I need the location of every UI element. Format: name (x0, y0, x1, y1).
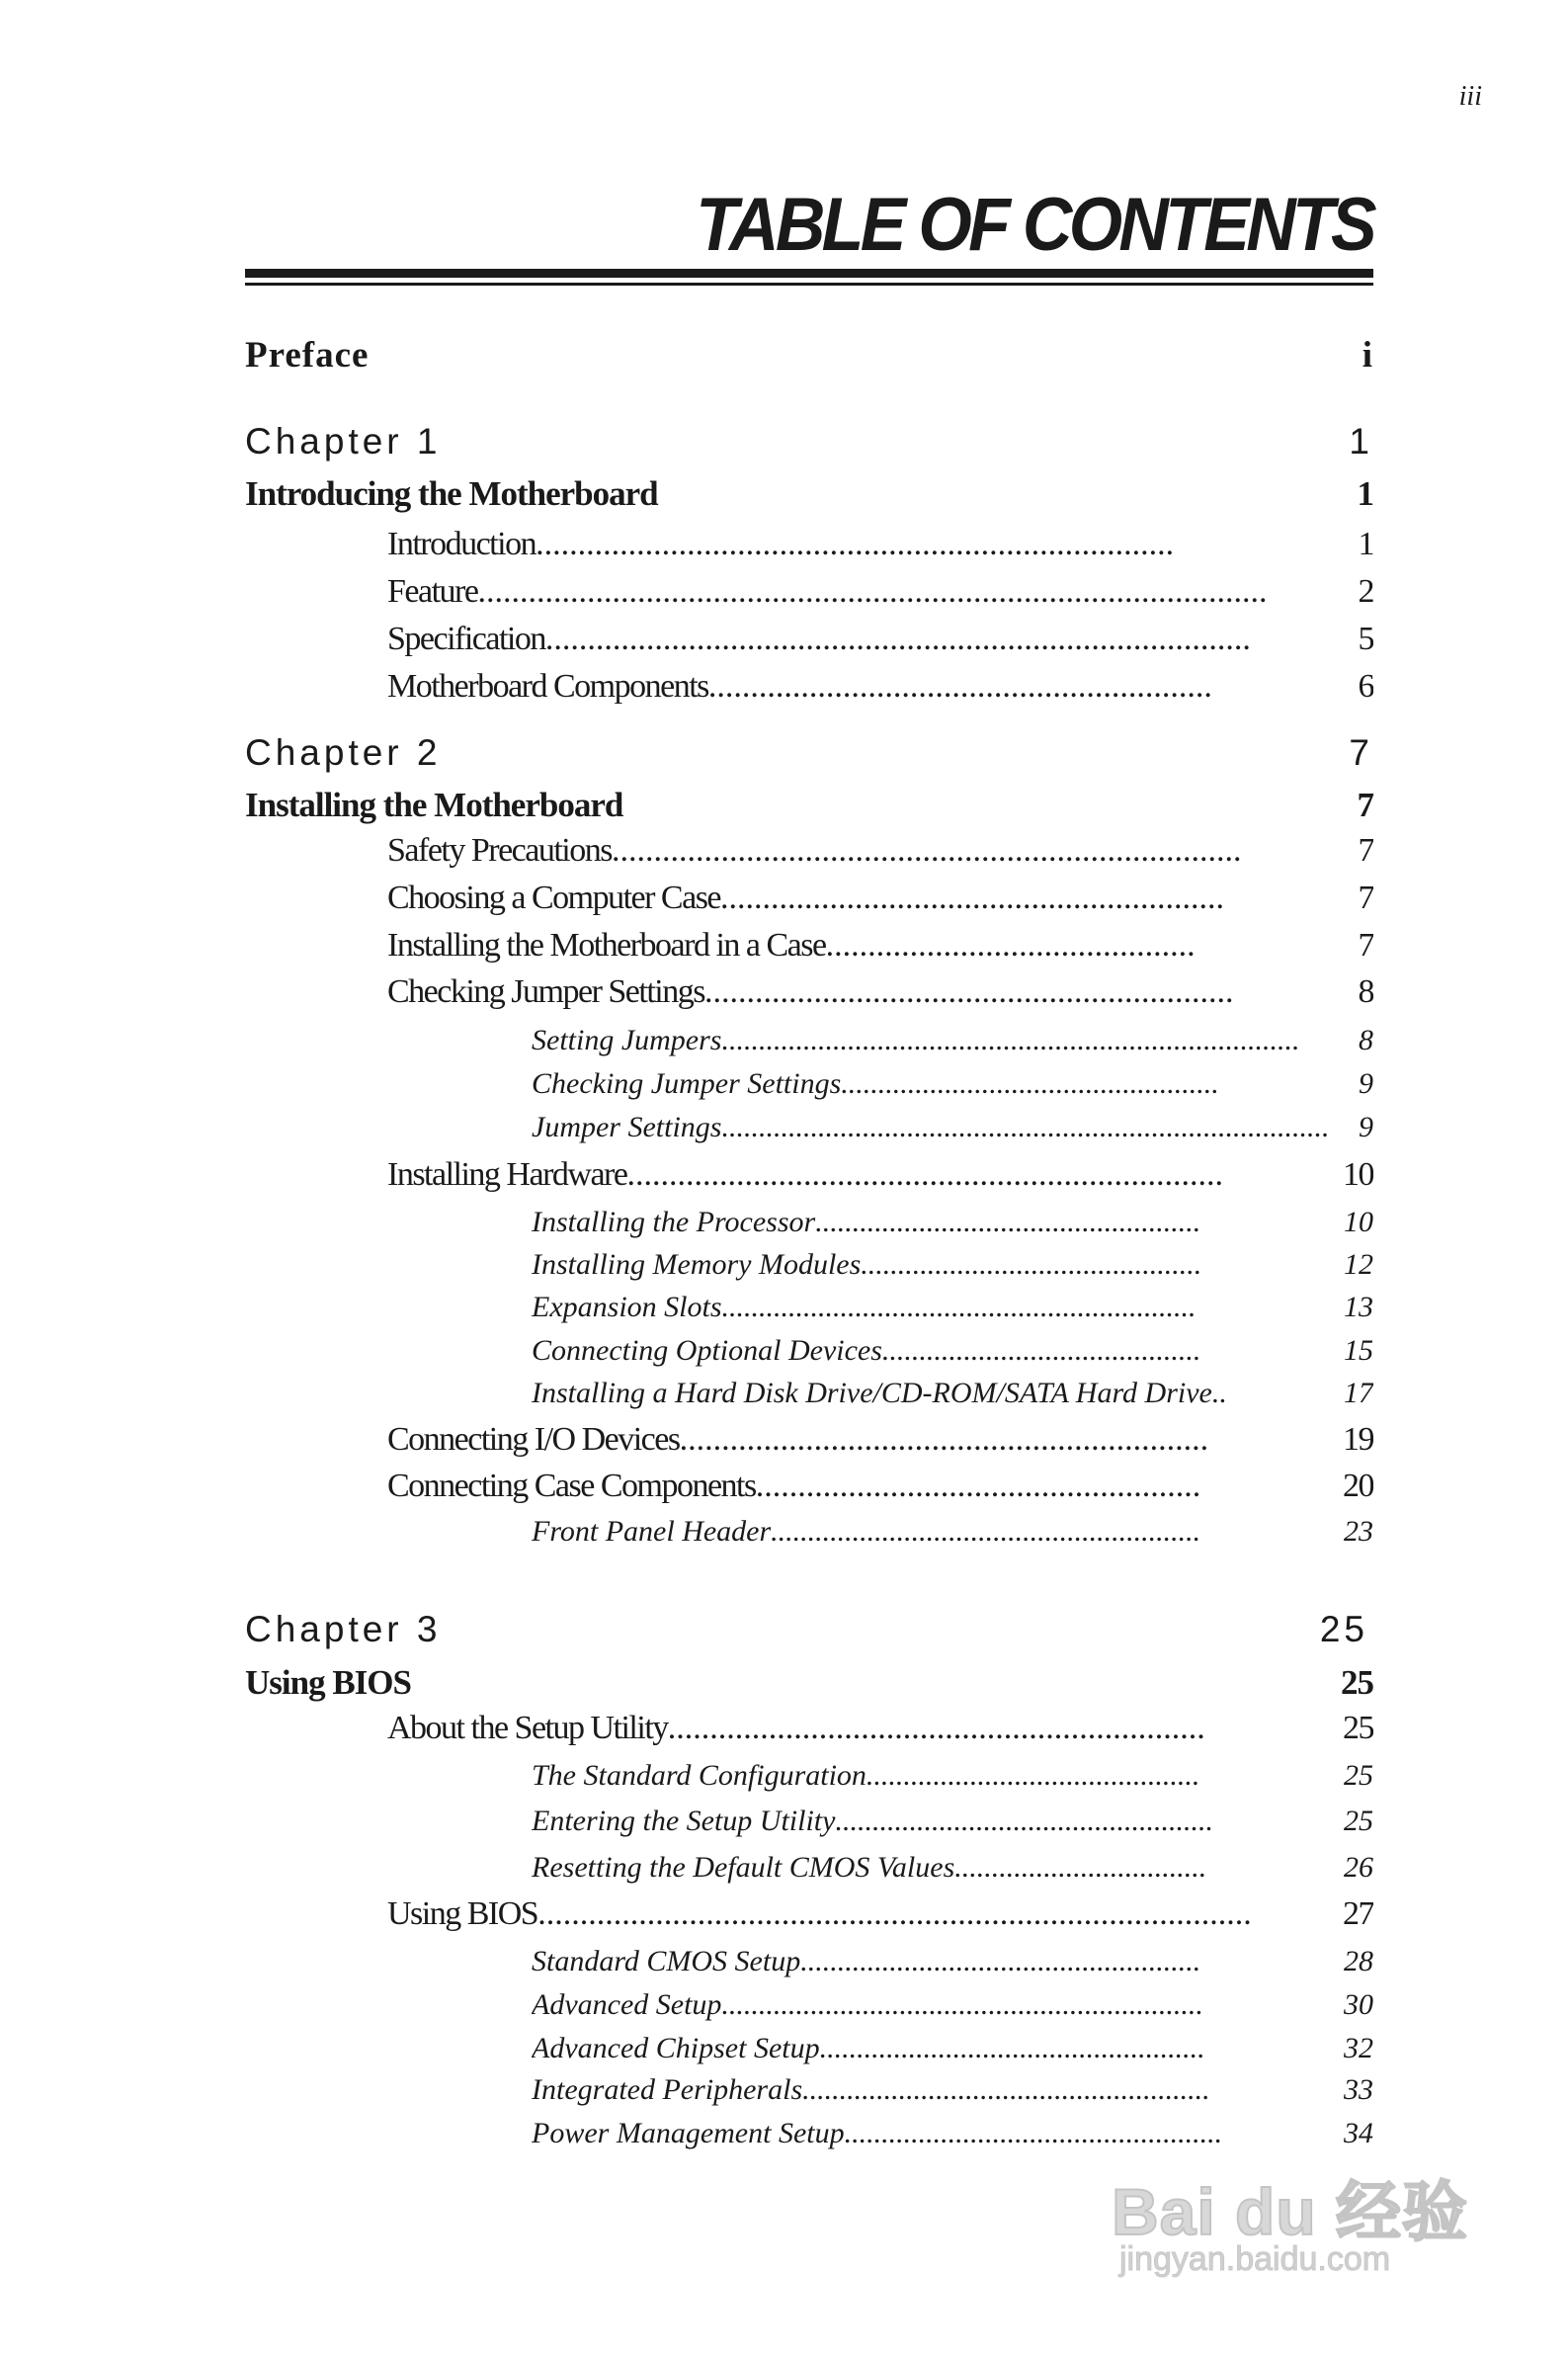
toc-dot-leader: ................................................... (844, 2117, 1223, 2149)
toc-entry[interactable] (387, 621, 1373, 658)
toc-entry[interactable] (387, 1468, 1373, 1505)
toc-entry-label: Installing a Hard Disk Drive/CD-ROM/SATA Hard Drive (532, 1377, 1212, 1409)
toc-chapter-title-3[interactable] (245, 1663, 1373, 1703)
toc-entry-page: 33 (1344, 2073, 1373, 2106)
toc-dot-leader: .............................................................................. (721, 1024, 1300, 1056)
toc-dot-leader: ............................................ (825, 927, 1196, 964)
toc-entry-page: 27 (1343, 1895, 1373, 1932)
toc-dot-leader: ................................................... (841, 1067, 1219, 1100)
toc-entry[interactable] (532, 2117, 1373, 2150)
toc-entry[interactable] (387, 573, 1373, 611)
toc-dot-leader: .............................................. (861, 1248, 1202, 1281)
toc-entry-page: 1 (1358, 526, 1373, 562)
toc-entry-label: Installing Memory Modules (532, 1248, 862, 1281)
toc-dot-leader: ............................................................... (679, 1421, 1209, 1458)
chapter-page: 1 (1349, 421, 1373, 462)
toc-dot-leader: ............................................................................ (536, 526, 1175, 562)
toc-preface[interactable] (245, 334, 1373, 377)
chapter-title: Using BIOS (245, 1663, 411, 1702)
toc-entry-label: Choosing a Computer Case (387, 880, 721, 916)
toc-entry[interactable] (387, 832, 1373, 870)
toc-entry-label: Advanced Chipset Setup (532, 2032, 820, 2064)
toc-entry[interactable] (532, 1805, 1373, 1838)
toc-entry-page: 17 (1344, 1377, 1373, 1409)
toc-entry[interactable] (387, 668, 1373, 706)
toc-entry-label: Connecting Case Components (387, 1468, 756, 1504)
watermark-logo: Bai du 经验 (1112, 2175, 1469, 2248)
toc-entry-page: 25 (1344, 1805, 1373, 1837)
toc-entry-page: 8 (1359, 1024, 1373, 1056)
chapter-title-page: 7 (1357, 786, 1373, 824)
toc-dot-leader: ............................................................ (707, 668, 1212, 705)
toc-dot-leader: ...................................................... (800, 1945, 1201, 1977)
toc-entry-label: Using BIOS (387, 1895, 538, 1932)
toc-dot-leader: ........................................... (881, 1334, 1201, 1367)
toc-entry-label: Expansion Slots (532, 1291, 722, 1323)
toc-chapter-3[interactable] (245, 1609, 1373, 1650)
toc-entry[interactable] (387, 526, 1373, 563)
toc-chapter-2[interactable] (245, 732, 1373, 774)
toc-entry-label: About the Setup Utility (387, 1710, 668, 1746)
toc-entry-label: Safety Precautions (387, 832, 612, 869)
watermark-url: jingyan.baidu.com (1119, 2240, 1391, 2278)
toc-entry-page: 15 (1344, 1334, 1373, 1367)
preface-label: Preface (245, 335, 370, 376)
page-number: iii (1458, 81, 1482, 112)
preface-page: i (1362, 335, 1373, 376)
toc-entry-page: 2 (1358, 573, 1373, 610)
toc-entry-page: 7 (1358, 880, 1373, 916)
toc-entry-page: 9 (1359, 1067, 1373, 1100)
toc-entry[interactable] (387, 880, 1373, 917)
toc-entry-page: 5 (1358, 621, 1373, 657)
baidu-watermark (1112, 2159, 1487, 2288)
toc-entry[interactable] (532, 2032, 1373, 2065)
toc-entry-page: 34 (1344, 2117, 1373, 2149)
toc-dot-leader: .................................................... (815, 1206, 1201, 1238)
toc-entry-label: Resetting the Default CMOS Values (532, 1851, 955, 1884)
toc-entry-label: Introduction (387, 526, 536, 562)
toc-entry[interactable] (532, 1291, 1373, 1324)
toc-entry[interactable] (387, 1895, 1373, 1933)
toc-entry-page: 32 (1344, 2032, 1373, 2064)
toc-entry-label: Entering the Setup Utility (532, 1805, 836, 1837)
toc-entry-label: Front Panel Header (532, 1515, 772, 1548)
toc-entry[interactable] (387, 1156, 1373, 1194)
toc-dot-leader: .............................................................................................. (477, 573, 1268, 610)
toc-entry-page: 6 (1358, 668, 1373, 705)
toc-dot-leader: ....................................................................... (626, 1156, 1223, 1193)
toc-entry[interactable] (532, 1248, 1373, 1282)
toc-dot-leader: ................................................... (835, 1805, 1213, 1837)
toc-entry-page: 10 (1344, 1206, 1373, 1238)
toc-entry-page: 12 (1344, 1248, 1373, 1281)
toc-dot-leader: .. (1211, 1377, 1227, 1409)
toc-entry-page: 7 (1358, 832, 1373, 869)
toc-entry[interactable] (532, 1851, 1373, 1885)
toc-entry[interactable] (532, 1024, 1373, 1057)
toc-entry-label: Integrated Peripherals (532, 2073, 803, 2106)
toc-entry[interactable] (387, 973, 1373, 1011)
toc-entry-page: 23 (1344, 1515, 1373, 1548)
toc-dot-leader: .................................. (954, 1851, 1207, 1884)
toc-entry[interactable] (532, 1377, 1373, 1410)
toc-chapter-title-2[interactable] (245, 786, 1373, 825)
toc-entry-page: 30 (1344, 1988, 1373, 2021)
toc-dot-leader: ................................................................. (721, 1988, 1203, 2021)
toc-dot-leader: .................................................... (819, 2032, 1205, 2064)
toc-dot-leader: ............................................................... (703, 973, 1234, 1010)
title-rule-thin (245, 283, 1373, 286)
toc-dot-leader: ............................................. (866, 1759, 1200, 1792)
toc-entry[interactable] (532, 1067, 1373, 1101)
toc-dot-leader: .......................................................... (771, 1515, 1201, 1548)
toc-entry-label: Connecting I/O Devices (387, 1421, 680, 1458)
toc-entry-page: 28 (1344, 1945, 1373, 1977)
toc-entry-label: Checking Jumper Settings (387, 973, 704, 1010)
toc-entry-label: The Standard Configuration (532, 1759, 867, 1792)
chapter-page: 25 (1319, 1609, 1368, 1649)
page-title: TABLE OF CONTENTS (696, 183, 1373, 267)
toc-entry-label: Installing Hardware (387, 1156, 627, 1193)
toc-dot-leader: ............................................................ (720, 880, 1225, 916)
toc-entry-label: Checking Jumper Settings (532, 1067, 842, 1100)
toc-entry-label: Motherboard Components (387, 668, 708, 705)
toc-entry-label: Connecting Optional Devices (532, 1334, 882, 1367)
toc-entry-page: 19 (1343, 1421, 1373, 1458)
chapter-label: Chapter 1 (245, 421, 442, 462)
toc-dot-leader: ................................................................ (721, 1291, 1197, 1323)
toc-dot-leader: ..................................................................................... (537, 1895, 1252, 1932)
toc-entry[interactable] (387, 1710, 1373, 1747)
toc-entry-label: Specification (387, 621, 545, 657)
toc-entry-label: Installing the Processor (532, 1206, 816, 1238)
toc-entry[interactable] (532, 1945, 1373, 1978)
toc-dot-leader: ....................................................... (802, 2073, 1210, 2106)
toc-entry[interactable] (532, 2073, 1373, 2107)
toc-entry-page: 26 (1344, 1851, 1373, 1884)
toc-dot-leader: ................................................................ (667, 1710, 1205, 1746)
toc-dot-leader: ........................................................................... (612, 832, 1242, 869)
toc-entry-page: 7 (1358, 927, 1373, 964)
toc-entry-page: 13 (1344, 1291, 1373, 1323)
chapter-label: Chapter 2 (245, 732, 442, 773)
toc-entry[interactable] (387, 1421, 1373, 1459)
chapter-title: Installing the Motherboard (245, 786, 623, 824)
toc-entry-label: Installing the Motherboard in a Case (387, 927, 826, 964)
toc-entry[interactable] (532, 1111, 1373, 1144)
toc-chapter-1[interactable] (245, 421, 1373, 462)
chapter-page: 7 (1349, 732, 1373, 773)
toc-chapter-title-1[interactable] (245, 474, 1373, 514)
chapter-title: Introducing the Motherboard (245, 474, 658, 513)
toc-entry[interactable] (532, 1206, 1373, 1239)
toc-dot-leader: .................................................................................. (721, 1111, 1330, 1143)
toc-entry[interactable] (532, 1334, 1373, 1368)
toc-entry-label: Power Management Setup (532, 2117, 845, 2149)
toc-entry-page: 25 (1344, 1759, 1373, 1792)
chapter-label: Chapter 3 (245, 1609, 442, 1649)
toc-entry-label: Standard CMOS Setup (532, 1945, 801, 1977)
toc-dot-leader: ..................................................... (755, 1468, 1201, 1504)
toc-dot-leader: .................................................................................... (544, 621, 1251, 657)
toc-entry-label: Setting Jumpers (532, 1024, 722, 1056)
toc-entry-page: 8 (1358, 973, 1373, 1010)
toc-entry-label: Jumper Settings (532, 1111, 722, 1143)
toc-entry-page: 20 (1343, 1468, 1373, 1504)
toc-entry[interactable] (387, 927, 1373, 965)
title-rule-thick (245, 269, 1373, 278)
toc-entry-label: Advanced Setup (532, 1988, 722, 2021)
toc-entry[interactable] (532, 1515, 1373, 1549)
chapter-title-page: 25 (1341, 1663, 1373, 1702)
toc-entry-page: 25 (1343, 1710, 1373, 1746)
toc-entry-page: 10 (1343, 1156, 1373, 1193)
toc-entry-page: 9 (1359, 1111, 1373, 1143)
chapter-title-page: 1 (1357, 474, 1373, 513)
toc-entry[interactable] (532, 1988, 1373, 2022)
toc-entry-label: Feature (387, 573, 478, 610)
toc-entry[interactable] (532, 1759, 1373, 1793)
